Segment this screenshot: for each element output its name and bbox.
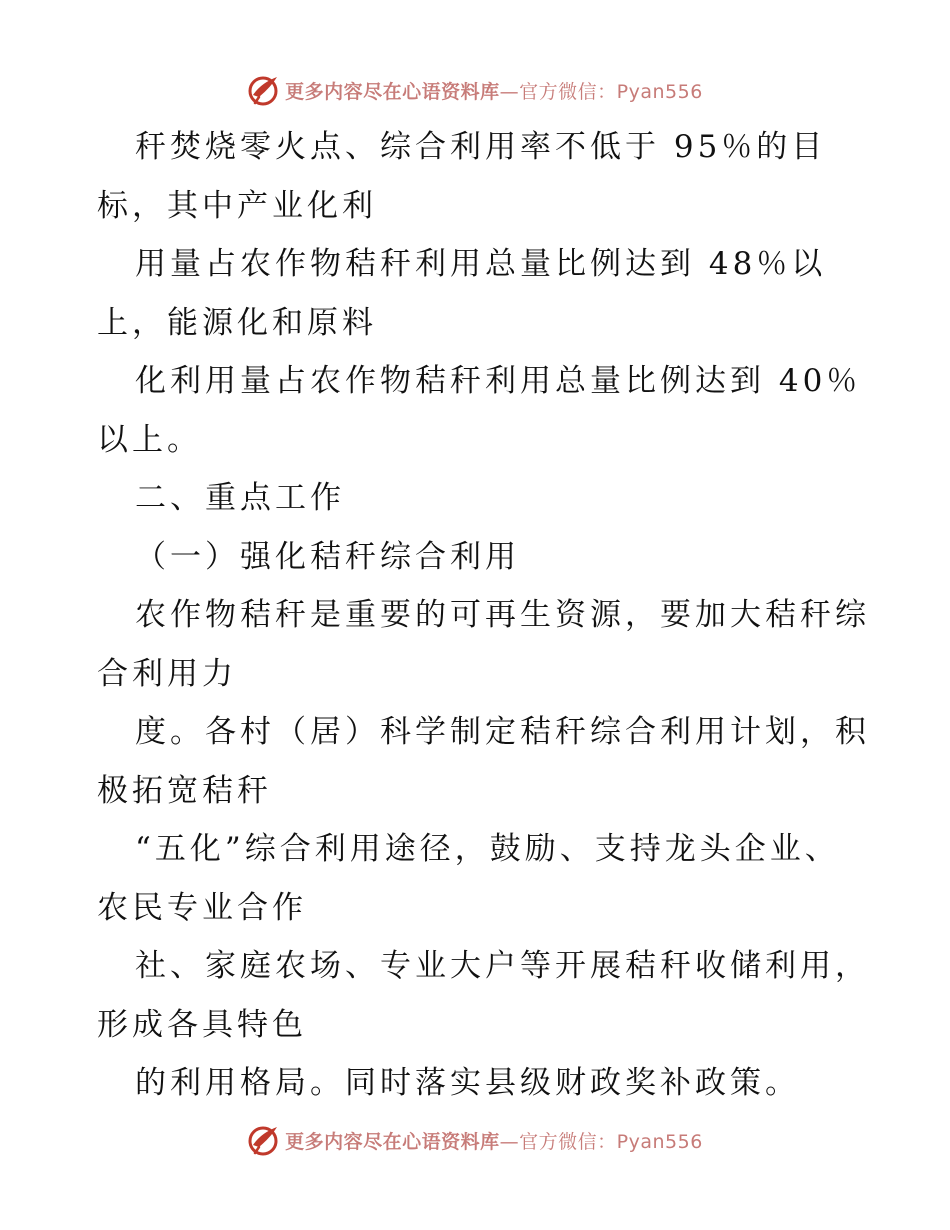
footer-watermark (0, 1120, 950, 1160)
body-line: 形成各具特色 (97, 1006, 307, 1043)
body-line: 标，其中产业化利 (97, 187, 377, 224)
body-line: 农民专业合作 (97, 889, 307, 926)
watermark-text: 更多内容尽在心语资料库—官方微信：Pyan556 (285, 80, 703, 103)
body-line: 以上。 (97, 421, 202, 458)
body-line: “五化”综合利用途径，鼓励、支持龙头企业、 (135, 831, 840, 867)
body-line: 秆焚烧零火点、综合利用率不低于 95％的目 (135, 129, 827, 165)
body-line: 合利用力 (97, 655, 237, 692)
header-watermark (0, 70, 950, 110)
quill-pen-logo-icon (247, 1123, 281, 1157)
body-line: 化利用量占农作物秸秆利用总量比例达到 40％ (135, 363, 862, 399)
body-line: 度。各村（居）科学制定秸秆综合利用计划，积 (135, 714, 870, 750)
subsection-heading: （一）强化秸秆综合利用 (135, 538, 520, 575)
body-line: 农作物秸秆是重要的可再生资源，要加大秸秆综 (135, 597, 870, 633)
body-line: 极拓宽秸秆 (97, 772, 272, 809)
body-line: 社、家庭农场、专业大户等开展秸秆收储利用， (135, 948, 870, 984)
document-body (97, 118, 870, 1113)
quill-pen-logo-icon (247, 73, 281, 107)
body-line: 上，能源化和原料 (97, 304, 377, 341)
section-heading: 二、重点工作 (135, 480, 345, 516)
body-line: 的利用格局。同时落实县级财政奖补政策。 (135, 1065, 800, 1101)
watermark-text: 更多内容尽在心语资料库—官方微信：Pyan556 (285, 1130, 703, 1153)
body-line: 用量占农作物秸秆利用总量比例达到 48％以 (135, 246, 827, 282)
